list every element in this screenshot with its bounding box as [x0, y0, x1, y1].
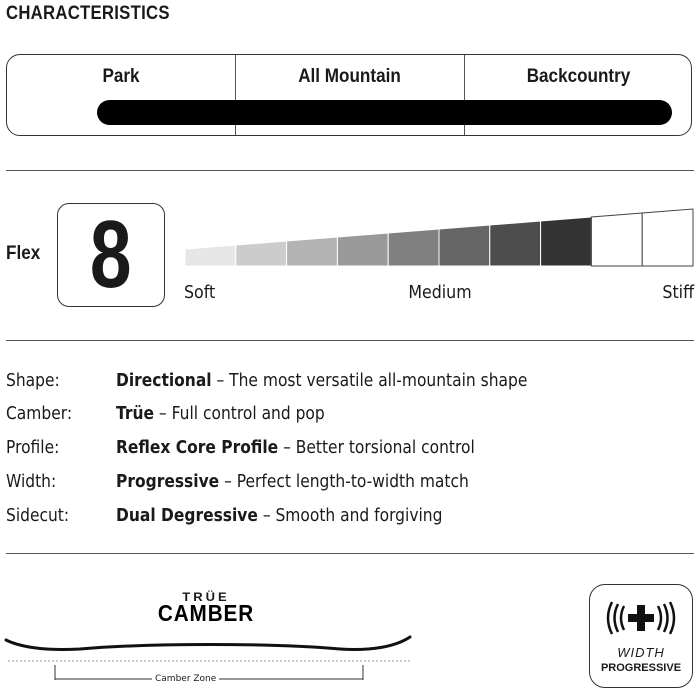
flex-segment — [388, 229, 439, 266]
spec-name: Reflex Core Profile — [116, 437, 279, 458]
divider — [6, 340, 694, 341]
flex-soft-label: Soft — [184, 282, 216, 303]
terrain-label-all-mountain: All Mountain — [298, 66, 401, 87]
width-badge-line2: PROGRESSIVE — [600, 662, 682, 674]
spec-desc: – Full control and pop — [154, 403, 325, 424]
flex-segment — [337, 233, 388, 266]
camber-logo-bottom: CAMBER — [157, 600, 255, 626]
spec-desc: – Perfect length-to-width match — [219, 471, 469, 492]
flex-segment — [591, 213, 642, 266]
spec-key: Profile: — [6, 437, 60, 458]
flex-segment — [287, 237, 338, 266]
divider — [6, 170, 694, 171]
spec-desc: – Smooth and forgiving — [257, 505, 443, 526]
spec-row-width — [6, 471, 694, 497]
spec-key: Shape: — [6, 370, 60, 391]
terrain-label-park: Park — [102, 66, 140, 87]
camber-logo-top: TRÜE — [182, 589, 230, 604]
flex-label: Flex — [6, 243, 41, 264]
flex-segment — [642, 209, 693, 266]
spec-row-sidecut — [6, 505, 694, 531]
spec-name: Progressive — [116, 471, 220, 492]
spec-row-profile — [6, 437, 694, 463]
spec-key: Sidecut: — [6, 505, 70, 526]
spec-desc: – The most versatile all-mountain shape — [211, 370, 528, 391]
width-plus-icon — [590, 585, 694, 645]
flex-segment — [541, 217, 592, 266]
flex-stiff-label: Stiff — [662, 282, 694, 303]
flex-segment — [490, 221, 541, 266]
spec-name: Trüe — [116, 403, 155, 424]
terrain-range-bar — [97, 100, 672, 125]
spec-row-camber — [6, 403, 694, 429]
flex-segment — [236, 241, 287, 266]
spec-name: Directional — [116, 370, 212, 391]
spec-row-shape — [6, 370, 694, 396]
terrain-range — [6, 54, 692, 136]
width-badge-line1: WIDTH — [617, 645, 665, 660]
page-title: CHARACTERISTICS — [6, 3, 170, 24]
flex-segment — [439, 225, 490, 266]
flex-medium-label: Medium — [408, 282, 472, 303]
flex-segment — [185, 245, 236, 266]
terrain-label-backcountry: Backcountry — [526, 66, 631, 87]
flex-rating-box — [57, 203, 165, 307]
camber-zone-label: Camber Zone — [152, 674, 219, 684]
spec-key: Camber: — [6, 403, 73, 424]
spec-name: Dual Degressive — [116, 505, 258, 526]
spec-desc: – Better torsional control — [278, 437, 475, 458]
flex-scale — [183, 205, 695, 269]
spec-key: Width: — [6, 471, 57, 492]
width-progressive-badge — [589, 584, 693, 688]
divider — [6, 553, 694, 554]
flex-rating-value: 8 — [90, 201, 132, 308]
